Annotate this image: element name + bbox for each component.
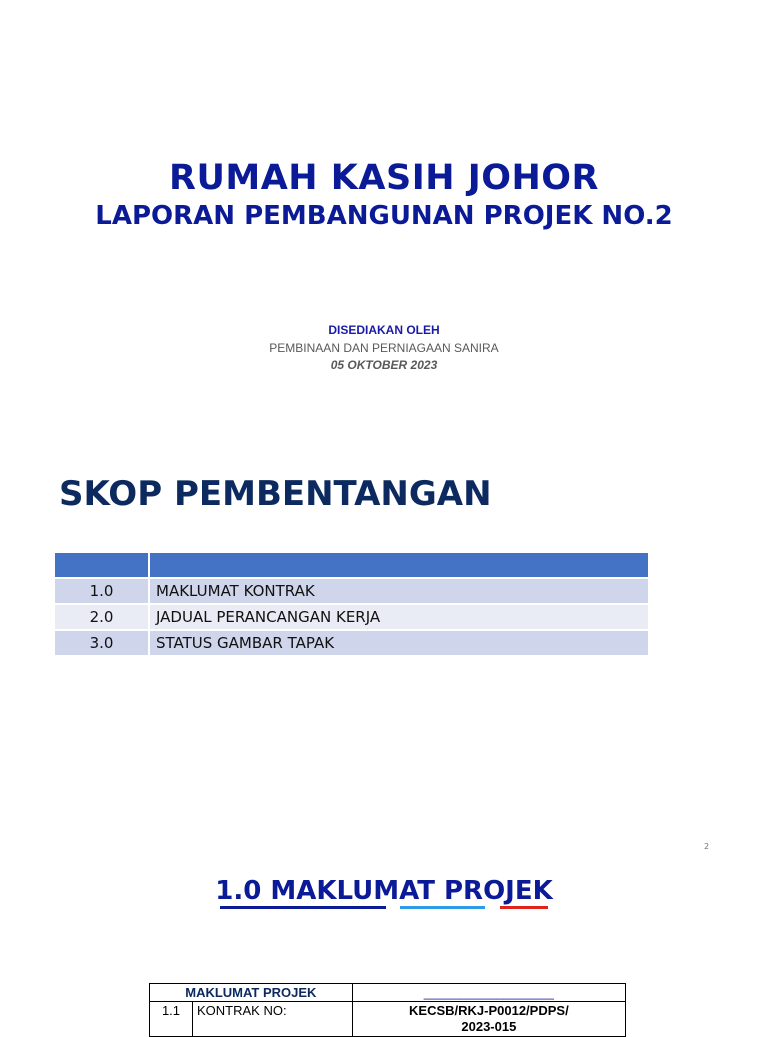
project-info-table [149, 983, 626, 1037]
section-title: 1.0 MAKLUMAT PROJEK [215, 876, 553, 906]
section-underline-dark [220, 906, 386, 909]
report-date: 05 OKTOBER 2023 [330, 358, 438, 372]
report-title: RUMAH KASIH JOHOR [169, 158, 599, 198]
info-row-value [352, 1002, 625, 1037]
section-underline-red [500, 906, 548, 909]
table-row [55, 631, 648, 657]
report-subtitle: LAPORAN PEMBANGUNAN PROJEK NO.2 [95, 201, 673, 231]
info-table-header: MAKLUMAT PROJEK [150, 984, 353, 1002]
table-row [55, 579, 648, 605]
scope-title: SKOP PEMBENTANGAN [59, 474, 492, 514]
contract-number-line1: KECSB/RKJ-P0012/PDPS/ [409, 1003, 569, 1018]
scope-item-number: 2.0 [55, 605, 150, 631]
info-row-label: KONTRAK NO: [193, 1002, 353, 1037]
scope-item-label: JADUAL PERANCANGAN KERJA [150, 605, 648, 631]
prepared-by-label: DISEDIAKAN OLEH [328, 323, 440, 337]
section-underline-blue [400, 906, 485, 909]
table-row [150, 1002, 626, 1037]
contract-number-line2: 2023-015 [461, 1019, 517, 1034]
info-table-header-right: __________________ [352, 984, 625, 1002]
scope-table [55, 553, 648, 657]
scope-item-label: MAKLUMAT KONTRAK [150, 579, 648, 605]
info-row-number: 1.1 [150, 1002, 193, 1037]
table-row [150, 984, 626, 1002]
scope-item-label: STATUS GAMBAR TAPAK [150, 631, 648, 657]
scope-item-number: 3.0 [55, 631, 150, 657]
scope-table-header [55, 553, 648, 579]
page-number: 2 [704, 842, 710, 851]
scope-item-number: 1.0 [55, 579, 150, 605]
table-row [55, 605, 648, 631]
company-name: PEMBINAAN DAN PERNIAGAAN SANIRA [269, 341, 499, 355]
